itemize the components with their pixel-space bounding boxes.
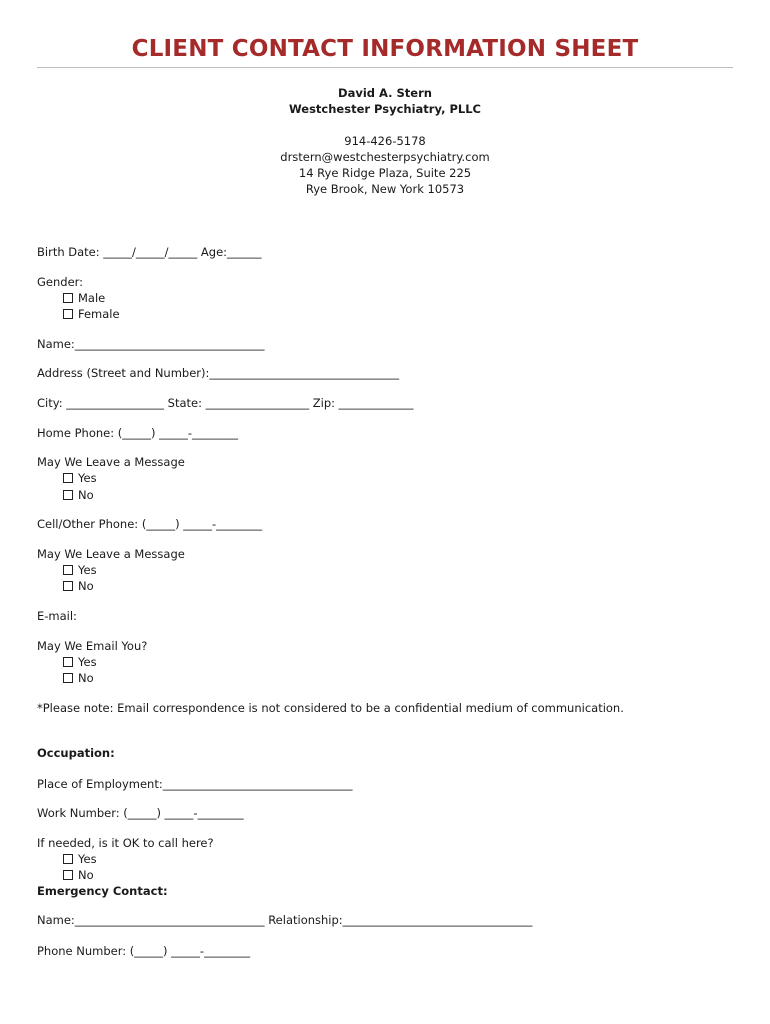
checkbox-icon[interactable]	[63, 473, 73, 483]
option-label: No	[78, 579, 94, 593]
email-ok-yes-option[interactable]	[63, 655, 97, 669]
option-label: Yes	[78, 563, 97, 577]
option-label: Male	[78, 291, 106, 305]
checkbox-icon[interactable]	[63, 293, 73, 303]
gender-female-option[interactable]	[63, 307, 120, 321]
emergency-heading: Emergency Contact:	[37, 884, 168, 898]
city-state-zip-field[interactable]: City: _________________ State: __________________ Zip: _____________	[37, 396, 414, 410]
option-label: Female	[78, 307, 120, 321]
option-label: No	[78, 671, 94, 685]
gender-label: Gender:	[37, 275, 84, 289]
checkbox-icon[interactable]	[63, 490, 73, 500]
checkbox-icon[interactable]	[63, 854, 73, 864]
checkbox-icon[interactable]	[63, 673, 73, 683]
option-label: No	[78, 488, 94, 502]
checkbox-icon[interactable]	[63, 581, 73, 591]
call-here-yes-option[interactable]	[63, 852, 97, 866]
email-ok-label: May We Email You?	[37, 639, 148, 653]
email-field[interactable]: E-mail:	[37, 609, 77, 623]
work-number-field[interactable]: Work Number: (_____) _____-________	[37, 806, 244, 820]
option-label: No	[78, 868, 94, 882]
practice-email: drstern@westchesterpsychiatry.com	[280, 150, 490, 164]
title-divider	[37, 67, 733, 68]
employment-field[interactable]: Place of Employment:_________________________________	[37, 777, 353, 791]
checkbox-icon[interactable]	[63, 870, 73, 880]
option-label: Yes	[78, 471, 97, 485]
checkbox-icon[interactable]	[63, 309, 73, 319]
page-title: CLIENT CONTACT INFORMATION SHEET	[131, 36, 639, 62]
emergency-name-relationship-field[interactable]: Name:_________________________________ Relationship:_________________________________	[37, 913, 533, 927]
home-message-label: May We Leave a Message	[37, 455, 185, 469]
checkbox-icon[interactable]	[63, 565, 73, 575]
name-field[interactable]: Name:_________________________________	[37, 337, 265, 351]
email-ok-no-option[interactable]	[63, 671, 94, 685]
cell-message-yes-option[interactable]	[63, 563, 97, 577]
option-label: Yes	[78, 852, 97, 866]
home-message-yes-option[interactable]	[63, 471, 97, 485]
email-note: *Please note: Email correspondence is not considered to be a confidential medium of communication.	[37, 701, 624, 715]
address-field[interactable]: Address (Street and Number):_________________________________	[37, 366, 400, 380]
option-label: Yes	[78, 655, 97, 669]
practice-address-line1: 14 Rye Ridge Plaza, Suite 225	[298, 166, 472, 180]
doctor-name: David A. Stern	[338, 86, 432, 100]
practice-address-line2: Rye Brook, New York 10573	[305, 182, 465, 196]
call-here-no-option[interactable]	[63, 868, 94, 882]
birth-date-field[interactable]: Birth Date: _____/_____/_____ Age:______	[37, 245, 262, 259]
call-here-label: If needed, is it OK to call here?	[37, 836, 214, 850]
checkbox-icon[interactable]	[63, 657, 73, 667]
practice-name: Westchester Psychiatry, PLLC	[289, 102, 481, 116]
gender-male-option[interactable]	[63, 291, 105, 305]
home-message-no-option[interactable]	[63, 488, 94, 502]
cell-message-no-option[interactable]	[63, 579, 94, 593]
practice-phone: 914-426-5178	[344, 134, 426, 148]
occupation-heading: Occupation:	[37, 746, 115, 760]
cell-phone-field[interactable]: Cell/Other Phone: (_____) _____-________	[37, 517, 263, 531]
emergency-phone-field[interactable]: Phone Number: (_____) _____-________	[37, 944, 251, 958]
cell-message-label: May We Leave a Message	[37, 547, 185, 561]
home-phone-field[interactable]: Home Phone: (_____) _____-________	[37, 426, 239, 440]
